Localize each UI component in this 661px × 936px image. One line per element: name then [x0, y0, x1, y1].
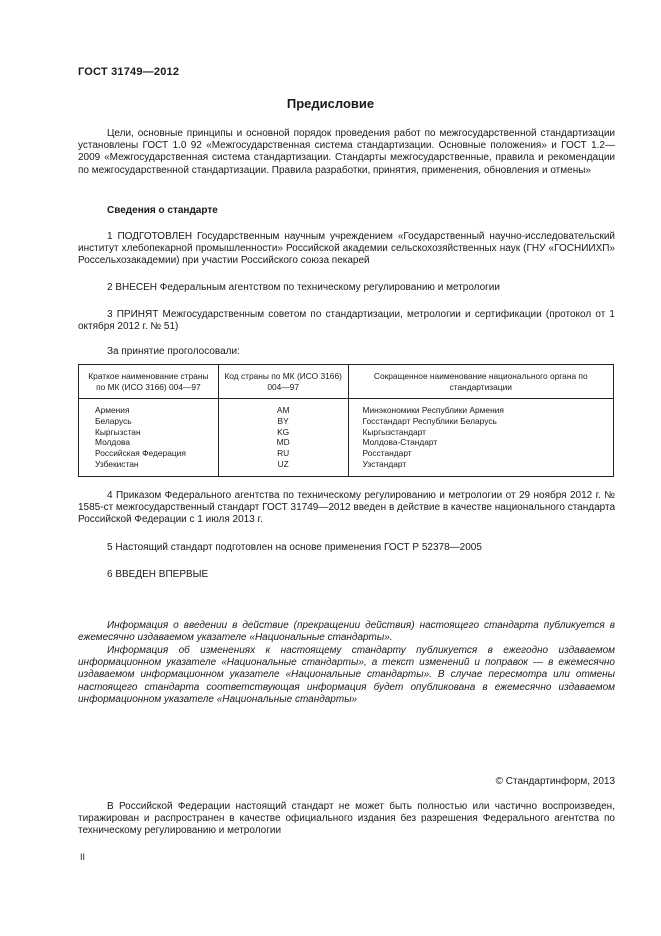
notice-introduction: Информация о введении в действие (прекращении действия) настоящего стандарта публикуется в ежемесячно издаваемом указателе «Национальные стандарты».	[78, 620, 615, 644]
table-cell-body: Кыргызстандарт	[348, 427, 613, 438]
copyright-line: © Стандартинформ, 2013	[495, 776, 615, 787]
table-cell-country: Молдова	[79, 437, 219, 448]
table-header-body: Сокращенное наименование национального органа по стандартизации	[348, 365, 613, 399]
table-row	[79, 399, 614, 416]
table-header-code: Код страны по МК (ИСО 3166) 004—97	[218, 365, 348, 399]
table-cell-country: Армения	[79, 399, 219, 416]
table-row	[79, 437, 614, 448]
table-cell-country: Кыргызстан	[79, 427, 219, 438]
table-cell-code: MD	[218, 437, 348, 448]
table-row	[79, 459, 614, 476]
table-cell-body: Узстандарт	[348, 459, 613, 476]
table-cell-body: Минэкономики Республики Армения	[348, 399, 613, 416]
table-cell-code: UZ	[218, 459, 348, 476]
table-row	[79, 427, 614, 438]
page-number: II	[80, 852, 86, 862]
voting-states-table	[78, 364, 614, 477]
table-cell-country: Узбекистан	[79, 459, 219, 476]
item-1-prepared: 1 ПОДГОТОВЛЕН Государственным научным учреждением «Государственный научно-исследовательский институт хлебопекарной промышленности» Российской академии сельскохозяйственных наук (ГНУ «ГОСНИИХП» Россельхозакадемии) при участии Российского союза пекарей	[78, 231, 615, 267]
item-6-first-introduced: 6 ВВЕДЕН ВПЕРВЫЕ	[107, 569, 209, 580]
info-heading: Сведения о стандарте	[107, 205, 218, 216]
table-cell-code: KG	[218, 427, 348, 438]
table-row	[79, 416, 614, 427]
table-cell-body: Госстандарт Республики Беларусь	[348, 416, 613, 427]
rights-statement: В Российской Федерации настоящий стандарт не может быть полностью или частично воспроизведен, тиражирован и распространен в качестве официального издания без разрешения Федерального агентства по техническому регулированию и метрологии	[78, 801, 615, 837]
item-5-basis: 5 Настоящий стандарт подготовлен на основе применения ГОСТ Р 52378—2005	[107, 542, 482, 553]
item-2-introduced: 2 ВНЕСЕН Федеральным агентством по техническому регулированию и метрологии	[107, 282, 500, 293]
table-cell-country: Беларусь	[79, 416, 219, 427]
page-title: Предисловие	[286, 96, 375, 111]
document-header-code: ГОСТ 31749—2012	[78, 66, 180, 78]
table-cell-code: BY	[218, 416, 348, 427]
table-cell-country: Российская Федерация	[79, 448, 219, 459]
table-cell-body: Молдова-Стандарт	[348, 437, 613, 448]
table-cell-code: RU	[218, 448, 348, 459]
intro-paragraph: Цели, основные принципы и основной порядок проведения работ по межгосударственной стандартизации установлены ГОСТ 1.0 92 «Межгосударственная система стандартизации. Основные положения» и ГОСТ 1.2—2009 «Межгосударственная система стандартизации. Стандарты межгосударственные, правила и рекомендации по межгосударственной стандартизации. Правила разработки, принятия, применения, обновления и отмены»	[78, 128, 615, 176]
table-cell-body: Росстандарт	[348, 448, 613, 459]
voted-label: За принятие проголосовали:	[107, 346, 240, 357]
notice-changes: Информация об изменениях к настоящему стандарту публикуется в ежегодно издаваемом информационном указателе «Национальные стандарты», а текст изменений и поправок — в ежемесячно издаваемом информационном указателе «Национальные стандарты». В случае пересмотра или отмены настоящего стандарта соответствующая информация будет опубликована в ежемесячно издаваемом информационном указателе «Национальные стандарты»	[78, 645, 615, 705]
table-header-row	[79, 365, 614, 399]
table-cell-code: AM	[218, 399, 348, 416]
item-3-adopted: 3 ПРИНЯТ Межгосударственным советом по стандартизации, метрологии и сертификации (протокол от 1 октября 2012 г. № 51)	[78, 309, 615, 333]
table-row	[79, 448, 614, 459]
item-4-order: 4 Приказом Федерального агентства по техническому регулированию и метрологии от 29 ноября 2012 г. № 1585-ст межгосударственный стандарт ГОСТ 31749—2012 введен в действие в качестве национального стандарта Российской Федерации с 1 июля 2013 г.	[78, 490, 616, 526]
table-header-country: Краткое наименование страны по МК (ИСО 3166) 004—97	[79, 365, 219, 399]
